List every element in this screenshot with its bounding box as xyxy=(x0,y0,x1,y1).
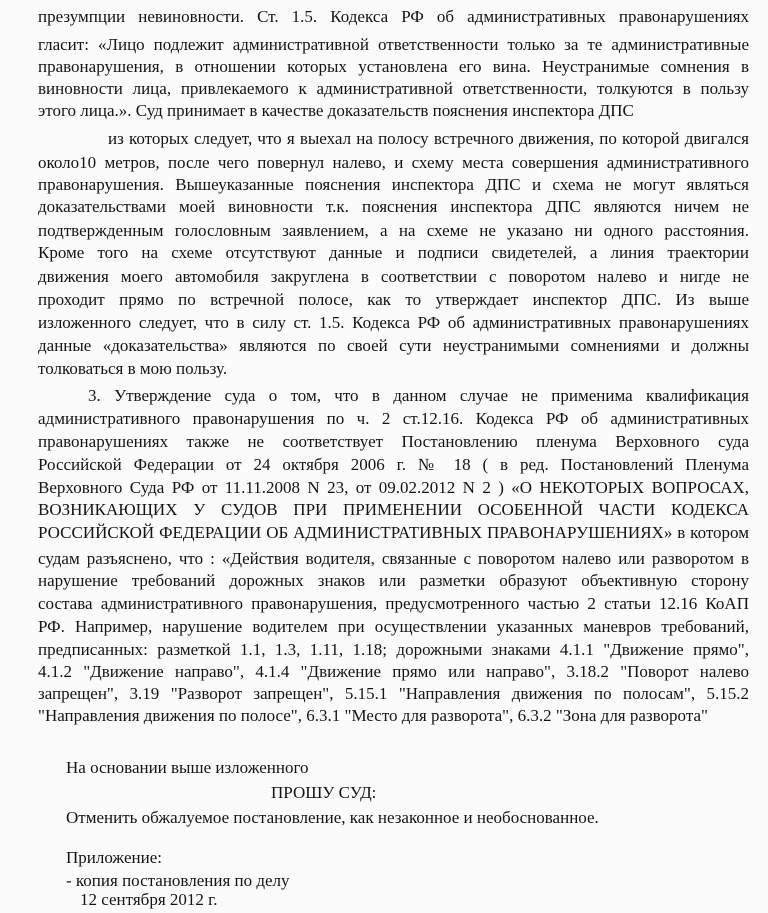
body-line: Кроме того на схеме отсутствуют данные и подписи свидетелей, а линия траектории xyxy=(38,243,749,262)
body-line: этого лица.». Суд принимает в качестве доказательств пояснения инспектора ДПС xyxy=(38,101,634,120)
basis-text: На основании выше изложенного xyxy=(66,758,309,777)
attachment-item: - копия постановления по делу xyxy=(66,871,290,890)
body-line: административного правонарушения по ч. 2 ст.12.16. Кодекса РФ об административных xyxy=(38,409,749,428)
body-line: правонарушениях также не соответствует Постановлению пленума Верховного суда xyxy=(38,432,749,451)
body-line: данные «доказательства» являются по своей сути неустранимыми сомнениями и должны xyxy=(38,336,749,355)
body-line: правонарушения. Вышеуказанные пояснения инспектора ДПС и схема не могут являться xyxy=(38,175,749,194)
body-line: изложенного следует, что в силу ст. 1.5. Кодекса РФ об административных правонарушениях xyxy=(38,313,749,332)
body-line: РФ. Например, нарушение водителем при осуществлении указанных маневров требований, xyxy=(38,617,749,636)
body-line: предписанных: разметкой 1.1, 1.3, 1.11, 1.18; дорожными знаками 4.1.1 "Движение прямо", xyxy=(38,640,749,659)
body-line: толковаться в мою пользу. xyxy=(38,359,228,378)
body-line: подтвержденным голословным заявлением, а на схеме не указано ни одного расстояния. xyxy=(38,221,749,240)
request-title: ПРОШУ СУД: xyxy=(271,783,377,802)
body-line: Верховного Суда РФ от 11.11.2008 N 23, от 09.02.2012 N 2 ) «О НЕКОТОРЫХ ВОПРОСАХ, xyxy=(38,478,749,497)
request-text: Отменить обжалуемое постановление, как незаконное и необоснованное. xyxy=(66,808,599,827)
document-date: 12 сентября 2012 г. xyxy=(80,890,218,909)
body-line: 3. Утверждение суда о том, что в данном случае не применима квалификация xyxy=(88,386,749,405)
body-line: движения моего автомобиля закруглена в соответствии с поворотом налево и нигде не xyxy=(38,267,749,286)
body-line: "Направления движения по полосе", 6.3.1 "Место для разворота", 6.3.2 "Зона для разворота" xyxy=(38,706,708,725)
body-line: гласит: «Лицо подлежит административной ответственности только за те административные xyxy=(38,35,749,54)
body-line: презумпции невиновности. Ст. 1.5. Кодекса РФ об административных правонарушениях xyxy=(38,7,749,26)
body-line: ВОЗНИКАЮЩИХ У СУДОВ ПРИ ПРИМЕНЕНИИ ОСОБЕННОЙ ЧАСТИ КОДЕКСА xyxy=(38,500,749,519)
body-line: около10 метров, после чего повернул налево, и схему места совершения административного xyxy=(38,153,749,172)
body-line: доказательствами моей виновности т.к. пояснения инспектора ДПС являются ничем не xyxy=(38,197,749,216)
body-line: проходит прямо по встречной полосе, как то утверждает инспектор ДПС. Из выше xyxy=(38,290,749,309)
body-line: РОССИЙСКОЙ ФЕДЕРАЦИИ ОБ АДМИНИСТРАТИВНЫХ ПРАВОНАРУШЕНИЯХ» в котором xyxy=(38,523,749,542)
body-line: виновности лица, привлекаемого к административной ответственности, толкуются в пользу xyxy=(38,79,749,98)
body-line: из которых следует, что я выехал на полосу встречного движения, по которой двигался xyxy=(108,129,749,148)
body-line: запрещен", 3.19 "Разворот запрещен", 5.15.1 "Направления движения по полосам", 5.15.2 xyxy=(38,684,749,703)
attachment-title: Приложение: xyxy=(66,848,162,867)
body-line: 4.1.2 "Движение направо", 4.1.4 "Движение прямо или направо", 3.18.2 "Поворот налево xyxy=(38,662,749,681)
body-line: судам разъяснено, что : «Действия водителя, связанные с поворотом налево или разворотом в xyxy=(38,549,749,568)
body-line: нарушение требований дорожных знаков или разметки образуют объективную сторону xyxy=(38,571,749,590)
body-line: правонарушения, в отношении которых установлена его вина. Неустранимые сомнения в xyxy=(38,57,749,76)
body-line: состава административного правонарушения, предусмотренного частью 2 статьи 12.16 КоАП xyxy=(38,594,749,613)
body-line: Российской Федерации от 24 октября 2006 г. № 18 ( в ред. Постановлений Пленума xyxy=(38,455,749,474)
